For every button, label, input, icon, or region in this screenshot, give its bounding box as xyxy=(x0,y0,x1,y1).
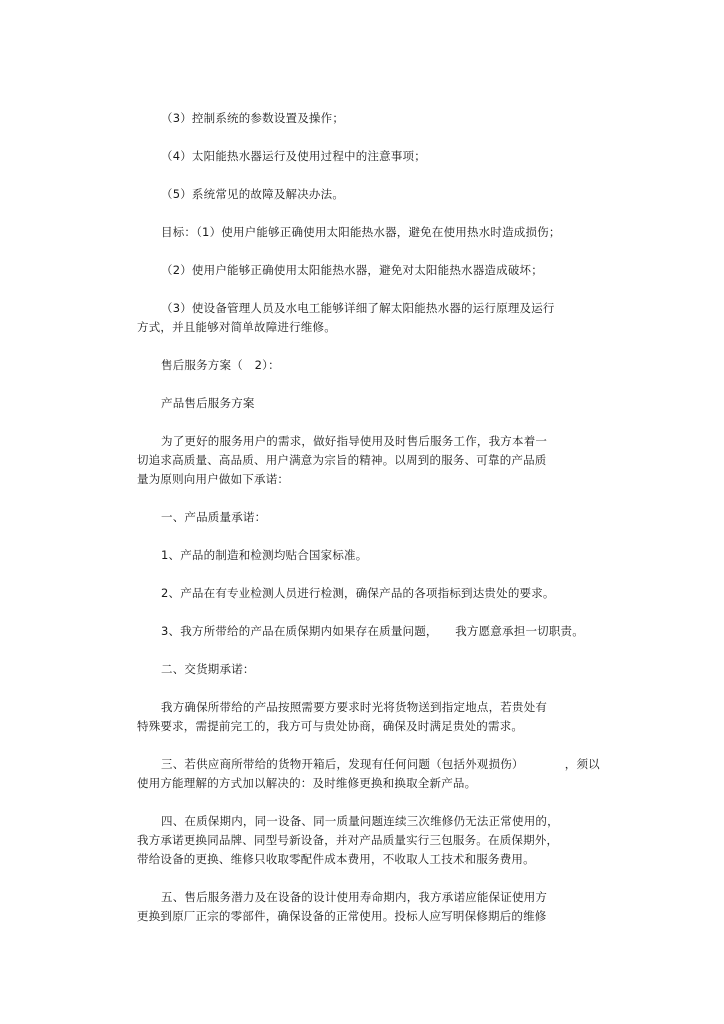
text-line-item-3: （3）控制系统的参数设置及操作； xyxy=(161,111,345,125)
point-five-line-1: 五、售后服务潜力及在设备的设计使用寿命期内，我方承诺应能保证使用方 xyxy=(161,890,548,904)
quality-item-3: 3、我方所带给的产品在质保期内如果存在质量问题， 我方愿意承担一切职责。 xyxy=(161,624,584,638)
quality-item-1: 1、产品的制造和检测均贴合国家标准。 xyxy=(161,548,368,562)
delivery-paragraph-line-2: 特殊要求，需提前完工的，我方可与贵处协商，确保及时满足贵处的需求。 xyxy=(137,719,524,733)
text-line-item-5: （5）系统常见的故障及解决办法。 xyxy=(161,187,345,201)
heading-delivery-promise: 二、交货期承诺： xyxy=(161,662,255,676)
point-four-line-2: 我方承诺更换同品牌、同型号新设备，并对产品质量实行三包服务。在质保期外， xyxy=(137,833,559,847)
paragraph-intro-line-3: 量为原则向用户做如下承诺： xyxy=(137,472,290,486)
text-line-goal-3: （3）使设备管理人员及水电工能够详细了解太阳能热水器的运行原理及运行 xyxy=(161,301,555,315)
point-four-line-3: 带给设备的更换、维修只收取零配件成本费用，不收取人工技术和服务费用。 xyxy=(137,852,535,866)
point-three-line-2: 使用方能理解的方式加以解决的：及时维修更换和换取全新产品。 xyxy=(137,776,477,790)
delivery-paragraph-line-1: 我方确保所带给的产品按照需要方要求时光将货物送到指定地点，若贵处有 xyxy=(161,700,548,714)
heading-quality-promise: 一、产品质量承诺： xyxy=(161,510,267,524)
text-line-goal-3-cont: 方式，并且能够对简单故障进行维修。 xyxy=(137,320,336,334)
text-line-goal: 目标：（1）使用户能够正确使用太阳能热水器，避免在使用热水时造成损伤； xyxy=(161,225,561,239)
paragraph-intro-line-2: 切追求高质量、高品质、用户满意为宗旨的精神。以周到的服务、可靠的产品质 xyxy=(137,453,547,467)
point-three-line-1: 三、若供应商所带给的货物开箱后，发现有任何问题（包括外观损伤） ，须以 xyxy=(161,757,600,771)
text-line-item-4: （4）太阳能热水器运行及使用过程中的注意事项； xyxy=(161,149,426,163)
paragraph-intro-line-1: 为了更好的服务用户的需求，做好指导使用及时售后服务工作，我方本着一 xyxy=(161,434,548,448)
text-line-goal-2: （2）使用户能够正确使用太阳能热水器，避免对太阳能热水器造成破坏； xyxy=(161,263,543,277)
section-heading-plan-2: 售后服务方案（ 2）： xyxy=(161,358,280,372)
point-five-line-2: 更换到原厂正宗的零部件，确保设备的正常使用。投标人应写明保修期后的维修 xyxy=(137,909,547,923)
point-four-line-1: 四、在质保期内，同一设备、同一质量问题连续三次维修仍无法正常使用的， xyxy=(161,814,559,828)
section-title-after-sales: 产品售后服务方案 xyxy=(161,396,255,410)
quality-item-2: 2、产品在有专业检测人员进行检测，确保产品的各项指标到达贵处的要求。 xyxy=(161,586,555,600)
